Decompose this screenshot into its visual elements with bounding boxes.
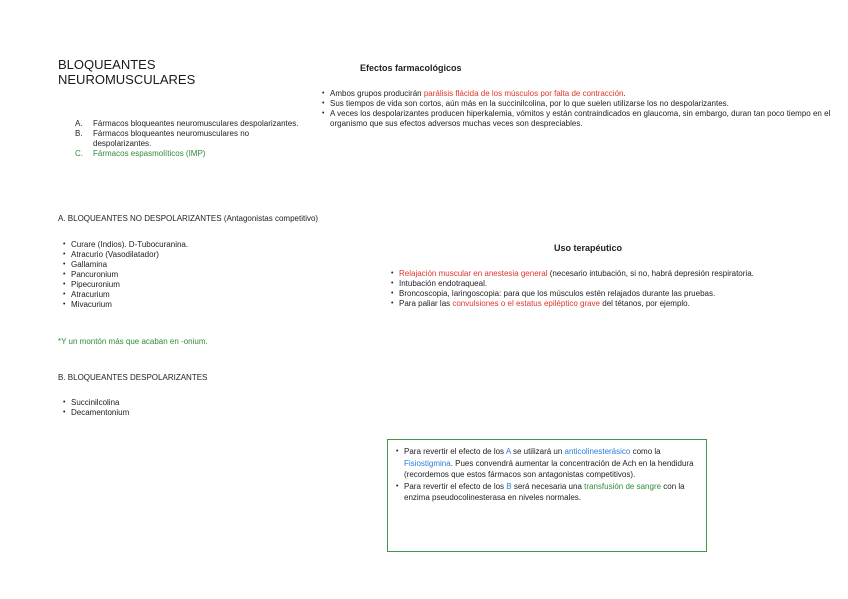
type-item: B. Fármacos bloqueantes neuromusculares no despolarizantes. — [75, 129, 250, 148]
reversal-note-box — [387, 439, 707, 552]
page-title — [58, 57, 195, 87]
title-line-1: BLOQUEANTES — [58, 57, 156, 72]
uses-item: • Relajación muscular en anestesia general (necesario intubación, si no, habrá depresión respiratoria. — [391, 269, 811, 279]
uses-item: • Para paliar las convulsiones o el estatus epiléptico grave del tétanos, por ejemplo. — [391, 299, 811, 309]
title-line-2: NEUROMUSCULARES — [58, 72, 196, 87]
drug-item: • Succinilcolina — [63, 398, 263, 408]
effects-item: • A veces los despolarizantes producen hiperkalemia, vómitos y están contraindicados en glaucoma, sin embargo, duran tan poco tiempo en el organismo que sus efectos adversos muchas veces son despreciables. — [322, 109, 842, 129]
reversal-item: • Para revertir el efecto de los B será necesaria una transfusión de sangre con la enzima pseudocolinesterasa en niveles normales. — [396, 481, 698, 504]
drug-item: • Decamentonium — [63, 408, 263, 418]
drug-item: • Atracurio (Vasodilatador) — [63, 250, 283, 260]
drug-item: • Mivacurium — [63, 300, 283, 310]
effects-item: • Ambos grupos producirán parálisis flácida de los músculos por falta de contracción. — [322, 89, 842, 99]
effects-list — [322, 89, 842, 129]
section-a-heading: A. BLOQUEANTES NO DESPOLARIZANTES (Antagonistas competitivo) — [58, 214, 319, 223]
uses-heading: Uso terapéutico — [554, 243, 623, 253]
section-a-note: *Y un montón más que acaban en -onium. — [58, 337, 208, 346]
section-b-list — [63, 398, 263, 418]
type-item: A. Fármacos bloqueantes neuromusculares despolarizantes. — [75, 119, 299, 128]
uses-item: • Intubación endotraqueal. — [391, 279, 811, 289]
drug-item: • Curare (Indios). D-Tubocuranina. — [63, 240, 283, 250]
section-b-heading: B. BLOQUEANTES DESPOLARIZANTES — [58, 373, 208, 382]
type-item: C. Fármacos espasmolíticos (IMP) — [75, 149, 206, 158]
reversal-list — [396, 446, 698, 504]
uses-list — [391, 269, 811, 309]
types-list — [75, 119, 300, 159]
drug-item: • Pancuronium — [63, 270, 283, 280]
uses-item: • Broncoscopia, laringoscopia: para que los músculos estén relajados durante las pruebas. — [391, 289, 811, 299]
section-a-list — [63, 240, 283, 310]
drug-item: • Gallamina — [63, 260, 283, 270]
reversal-item: • Para revertir el efecto de los A se utilizará un anticolinesterásico como la Fisiostigmina. Pues convendrá aumentar la concentración de Ach en la hendidura (recordemos que estos fármacos son antagonistas competitivos). — [396, 446, 698, 481]
drug-item: • Pipecuronium — [63, 280, 283, 290]
effects-heading: Efectos farmacológicos — [360, 63, 462, 73]
drug-item: • Atracurium — [63, 290, 283, 300]
effects-item: • Sus tiempos de vida son cortos, aún más en la succinilcolina, por lo que suelen utilizarse los no despolarizantes. — [322, 99, 842, 109]
